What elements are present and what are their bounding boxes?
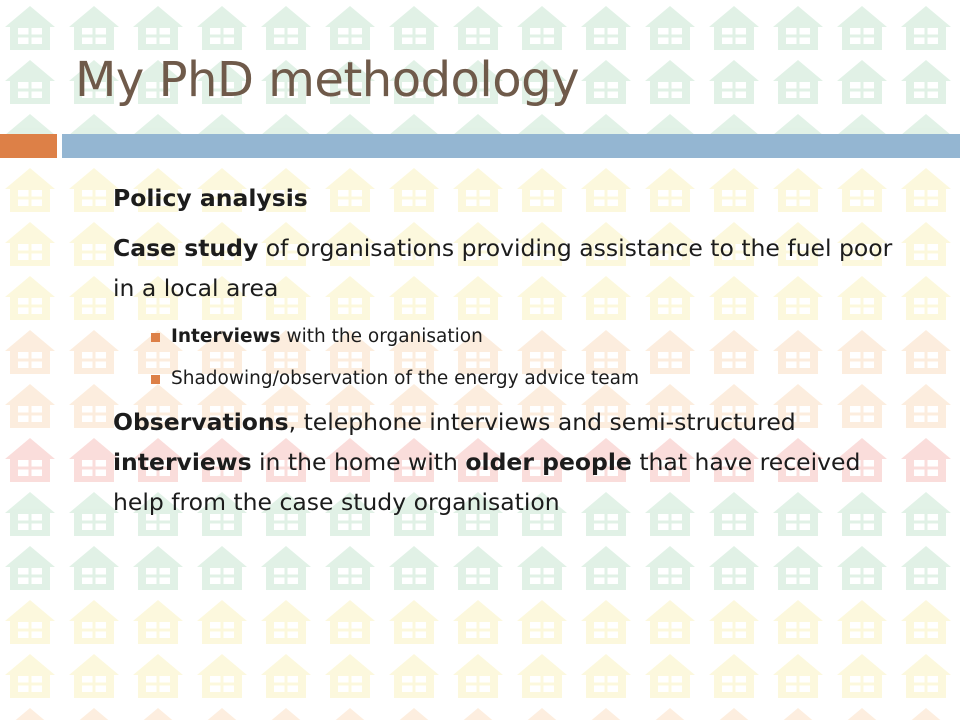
house-icon (773, 546, 823, 590)
house-icon (5, 492, 55, 536)
house-icon (773, 60, 823, 104)
house-icon (325, 708, 375, 720)
house-icon (901, 384, 951, 428)
house-icon (645, 600, 695, 644)
house-icon (517, 708, 567, 720)
house-icon (773, 6, 823, 50)
house-icon (261, 654, 311, 698)
house-icon (5, 546, 55, 590)
text-segment: in the home with (251, 448, 466, 476)
house-icon (709, 546, 759, 590)
house-icon (837, 708, 887, 720)
house-icon (645, 708, 695, 720)
sub-bullet-item (151, 318, 903, 356)
house-icon (773, 600, 823, 644)
house-icon (69, 6, 119, 50)
house-icon (837, 600, 887, 644)
house-icon (197, 6, 247, 50)
house-icon (517, 546, 567, 590)
house-icon (133, 600, 183, 644)
house-icon (901, 546, 951, 590)
house-icon (5, 438, 55, 482)
house-icon (773, 708, 823, 720)
house-icon (5, 6, 55, 50)
house-icon (5, 384, 55, 428)
emphasis-text: Observations (113, 408, 289, 436)
house-icon (645, 60, 695, 104)
house-icon (69, 330, 119, 374)
house-icon (837, 654, 887, 698)
house-icon (581, 708, 631, 720)
house-icon (69, 222, 119, 266)
title-accent-bar-orange (0, 134, 57, 158)
house-icon (517, 600, 567, 644)
house-icon (389, 708, 439, 720)
house-icon (389, 654, 439, 698)
slide-title: My PhD methodology (75, 52, 579, 108)
house-icon (901, 60, 951, 104)
house-icon (389, 600, 439, 644)
house-icon (837, 6, 887, 50)
house-icon (133, 6, 183, 50)
title-accent-bar-blue (62, 134, 960, 158)
house-icon (261, 6, 311, 50)
house-icon (69, 438, 119, 482)
house-icon (69, 492, 119, 536)
house-icon (133, 654, 183, 698)
bullet-item (113, 228, 903, 308)
house-icon (773, 654, 823, 698)
emphasis-text: interviews (113, 448, 252, 476)
house-icon (5, 60, 55, 104)
sub-bullet-item (151, 360, 903, 398)
house-icon (5, 708, 55, 720)
house-icon (389, 546, 439, 590)
house-icon (453, 6, 503, 50)
house-icon (709, 60, 759, 104)
house-icon (5, 654, 55, 698)
house-icon (581, 6, 631, 50)
house-icon (325, 546, 375, 590)
house-icon (901, 222, 951, 266)
house-icon (325, 600, 375, 644)
house-icon (581, 60, 631, 104)
house-icon (709, 654, 759, 698)
house-icon (709, 708, 759, 720)
house-icon (901, 6, 951, 50)
text-segment: with the organisation (280, 326, 483, 347)
house-icon (645, 6, 695, 50)
house-icon (901, 276, 951, 320)
house-icon (901, 492, 951, 536)
house-icon (389, 6, 439, 50)
house-icon (453, 546, 503, 590)
bullet-item (113, 402, 903, 522)
house-icon (325, 654, 375, 698)
emphasis-text: Interviews (171, 326, 281, 347)
house-icon (197, 708, 247, 720)
square-bullet-icon (151, 333, 160, 342)
house-icon (453, 654, 503, 698)
house-icon (645, 654, 695, 698)
house-icon (581, 654, 631, 698)
text-segment: Shadowing/observation of the energy advice team (171, 368, 640, 389)
text-segment: , telephone interviews and semi-structured (288, 408, 796, 436)
house-icon (5, 600, 55, 644)
slide-content (113, 178, 903, 532)
house-icon (901, 654, 951, 698)
house-icon (69, 708, 119, 720)
house-icon (69, 384, 119, 428)
house-icon (901, 438, 951, 482)
house-icon (325, 6, 375, 50)
house-icon (837, 546, 887, 590)
house-icon (709, 6, 759, 50)
house-icon (901, 330, 951, 374)
house-icon (517, 6, 567, 50)
house-icon (5, 330, 55, 374)
bullet-item (113, 178, 903, 218)
house-icon (5, 168, 55, 212)
emphasis-text: Case study (113, 234, 259, 262)
emphasis-text: Policy analysis (113, 184, 308, 212)
house-icon (901, 708, 951, 720)
house-icon (453, 708, 503, 720)
square-bullet-icon (151, 375, 160, 384)
house-icon (837, 60, 887, 104)
house-icon (197, 600, 247, 644)
house-icon (581, 600, 631, 644)
house-icon (261, 708, 311, 720)
house-icon (69, 276, 119, 320)
house-icon (453, 600, 503, 644)
house-icon (517, 654, 567, 698)
house-icon (69, 546, 119, 590)
house-icon (645, 546, 695, 590)
house-icon (69, 600, 119, 644)
house-icon (5, 276, 55, 320)
house-icon (709, 600, 759, 644)
house-icon (581, 546, 631, 590)
house-icon (133, 708, 183, 720)
house-icon (5, 222, 55, 266)
house-icon (133, 546, 183, 590)
house-icon (197, 654, 247, 698)
house-icon (69, 654, 119, 698)
house-icon (901, 168, 951, 212)
house-icon (69, 168, 119, 212)
text-segment: that have received help from the case study organisation (113, 448, 861, 516)
emphasis-text: older people (465, 448, 632, 476)
house-icon (261, 546, 311, 590)
text-segment: of organisations providing assistance to the fuel poor in a local area (113, 234, 893, 302)
house-icon (197, 546, 247, 590)
house-icon (261, 600, 311, 644)
house-icon (901, 600, 951, 644)
